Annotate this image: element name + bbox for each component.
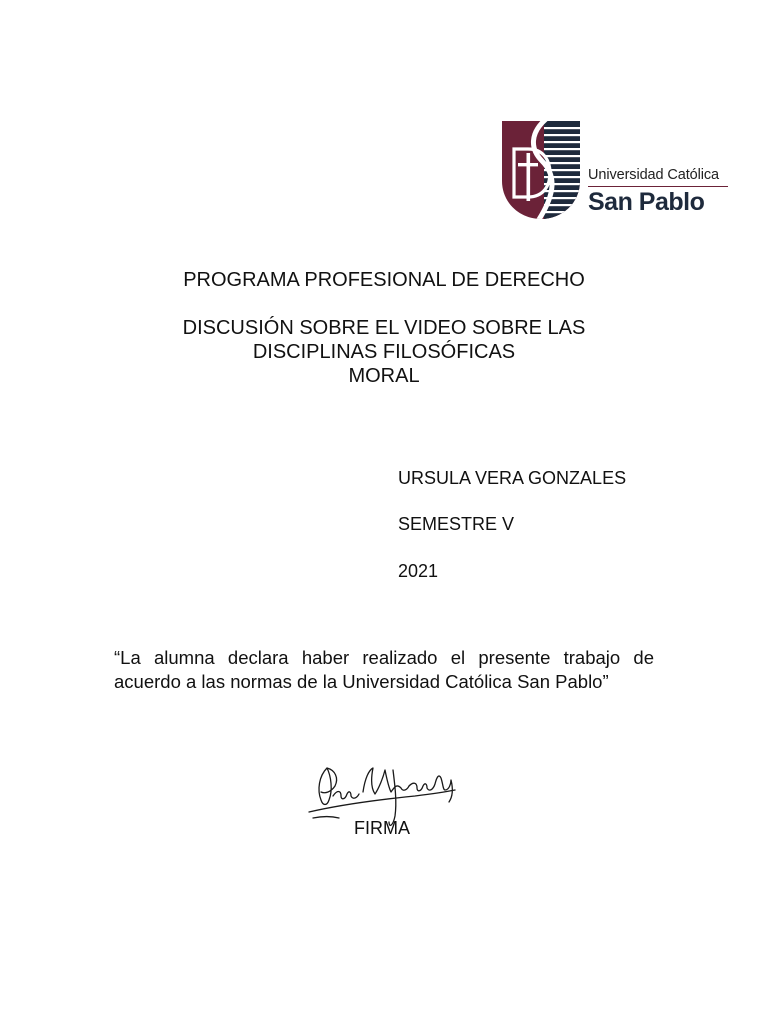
university-logo: [500, 119, 732, 223]
document-title-line3: MORAL: [348, 365, 420, 387]
university-shield-icon: [500, 119, 582, 221]
university-name-line1: Universidad Católica: [588, 167, 728, 187]
document-title-line2: DISCIPLINAS FILOSÓFICAS: [252, 341, 516, 363]
declaration-line1: “La alumna declara haber realizado el presente trabajo de: [114, 647, 654, 668]
declaration-line2: acuerdo a las normas de la Universidad Católica San Pablo”: [114, 671, 609, 692]
program-title: PROGRAMA PROFESIONAL DE DERECHO: [183, 269, 585, 291]
student-name: URSULA VERA GONZALES: [398, 468, 627, 488]
year: 2021: [398, 561, 439, 581]
document-title-line1: DISCUSIÓN SOBRE EL VIDEO SOBRE LAS: [182, 317, 586, 339]
signature-label: FIRMA: [354, 818, 410, 838]
declaration-text: [114, 646, 654, 694]
semester: SEMESTRE V: [398, 514, 515, 534]
document-title: [0, 316, 768, 388]
university-name-line2: San Pablo: [588, 188, 705, 216]
university-name: [588, 167, 736, 216]
